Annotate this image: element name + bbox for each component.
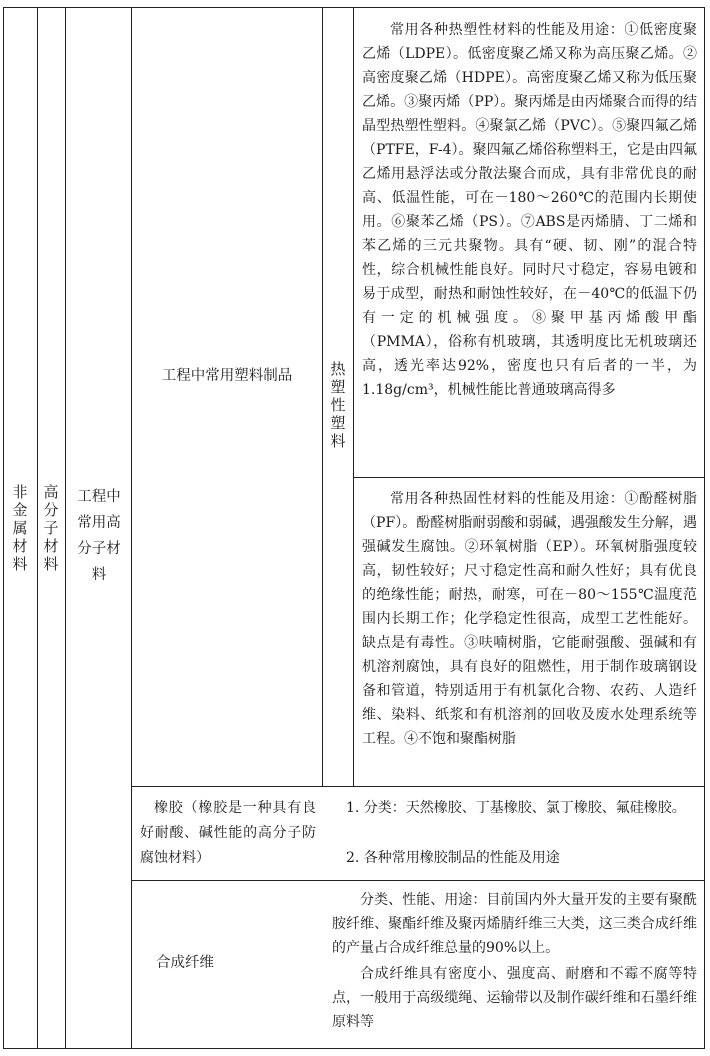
col-divider-3 <box>131 7 132 1049</box>
fiber-classification: 分类、性能、用途：目前国内外大量开发的主要有聚酰胺纤维、聚酯纤维及聚丙烯腈纤维三大类，这三类合成纤维的产量占合成纤维总量的90%以上。 <box>332 892 697 956</box>
col-divider-4 <box>322 7 323 786</box>
category-polymer: 高分子材料 <box>43 483 59 573</box>
synthetic-fiber-label: 合成纤维 <box>156 955 214 971</box>
fiber-properties: 合成纤维具有密度小、强度高、耐磨和不霉不腐等特点，一般用于高级缆绳、运输带以及制作碳纤维和石墨纤维原料等 <box>332 966 697 1030</box>
rubber-classification: 1. 分类：天然橡胶、丁基橡胶、氯丁橡胶、氟硅橡胶。 <box>346 800 686 816</box>
col-divider-2 <box>65 7 66 1049</box>
thermoplastic-label: 热塑性塑料 <box>330 360 346 450</box>
row-divider-fiber-top <box>131 880 705 881</box>
row-divider-thermo <box>353 477 705 478</box>
category-nonmetal: 非金属材料 <box>12 483 28 573</box>
thermoplastic-description: 常用各种热塑性材料的性能及用途：①低密度聚乙烯（LDPE）。低密度聚乙烯又称为高压聚乙烯。②高密度聚乙烯（HDPE）。高密度聚乙烯又称为低压聚乙烯。③聚丙烯（PP）。聚丙烯是由丙烯聚合而得的结晶型热塑性塑料。④聚氯乙烯（PVC）。⑤聚四氟乙烯（PTFE，F-4）。聚四氟乙烯俗称塑料王，它是由四氟乙烯用悬浮法或分散法聚合而成，具有非常优良的耐高、低温性能，可在－180～260℃的范围内长期使用。⑥聚苯乙烯（PS）。⑦ABS是丙烯腈、丁二烯和苯乙烯的三元共聚物。具有“硬、韧、刚”的混合特性，综合机械性能良好。同时尺寸稳定，容易电镀和易于成型，耐热和耐蚀性较好，在－40℃的低温下仍有一定的机械强度。⑧聚甲基丙烯酸甲酯（PMMA），俗称有机玻璃，其透明度比无机玻璃还高，透光率达92%，密度也只有后者的一半，为1.18g/cm³，机械性能比普通玻璃高得多 <box>362 22 697 398</box>
rubber-usage: 2. 各种常用橡胶制品的性能及用途 <box>346 850 560 866</box>
thermoset-description: 常用各种热固性材料的性能及用途：①酚醛树脂（PF）。酚醛树脂耐弱酸和弱碱，遇强酸发生分解，遇强碱发生腐蚀。②环氧树脂（EP）。环氧树脂强度较高，韧性较好；尺寸稳定性高和耐久性好；具有优良的绝缘性能；耐热，耐寒，可在－80～155℃温度范围内长期工作；化学稳定性很高，成型工艺性能好。缺点是有毒性。③呋喃树脂，它能耐强酸、强碱和有机溶剂腐蚀，具有良好的阻燃性，用于制作玻璃钢设备和管道，特别适用于有机氯化合物、农药、人造纤维、染料、纸浆和有机溶剂的回收及废水处理系统等工程。④不饱和聚酯树脂 <box>362 491 697 747</box>
rubber-label: 橡胶（橡胶是一种具有良好耐酸、碱性能的高分子防腐蚀材料） <box>140 800 316 866</box>
category-engineering-polymer: 工程中常用高分子材料 <box>77 489 121 583</box>
plastic-products-label: 工程中常用塑料制品 <box>161 368 293 384</box>
col-divider-5 <box>353 7 354 786</box>
row-divider-rubber-top <box>131 786 705 787</box>
col-divider-1 <box>37 7 38 1049</box>
